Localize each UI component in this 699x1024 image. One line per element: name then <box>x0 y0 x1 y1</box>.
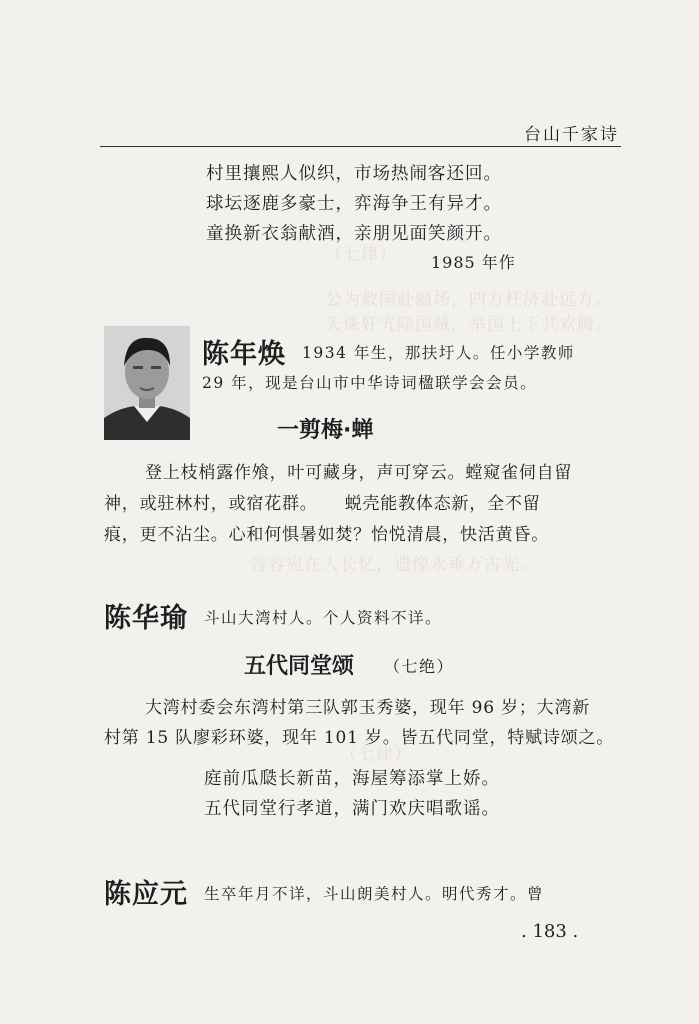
ghost-text: （七律） <box>325 245 397 265</box>
author-photo <box>104 326 190 440</box>
author-name: 陈应元 <box>104 879 188 910</box>
ghost-text: 天诛奸宄除国贼，举国上下共欢腾。 <box>325 315 613 335</box>
poem-body-line: 登上枝梢露作飧，叶可藏身，声可穿云。螳窥雀伺自留 <box>145 463 573 483</box>
poem-line: 五代同堂行孝道，满门欢庆唱歌谣。 <box>204 799 500 819</box>
poem-line: 庭前瓜瓞长新苗，海屋筹添掌上娇。 <box>204 769 500 789</box>
ghost-text: 音容宛在人长忆，遗像永垂万古光。 <box>250 555 538 575</box>
running-header: 台山千家诗 <box>524 125 619 145</box>
poem-line: 童换新衣翁献酒，亲朋见面笑颜开。 <box>206 224 502 244</box>
author-name: 陈华瑜 <box>104 603 188 634</box>
poem-line: 村里攘熙人似织，市场热闹客还回。 <box>206 164 502 184</box>
author-bio: 生卒年月不详，斗山朗美村人。明代秀才。曾 <box>204 885 545 903</box>
page-number: . 183 . <box>521 921 579 942</box>
poem-title: 一剪梅·蝉 <box>277 418 374 443</box>
author-bio: 29 年，现是台山市中华诗词楹联学会会员。 <box>202 374 538 392</box>
poem-title: 五代同堂颂 <box>244 654 355 679</box>
poem-body-line: 神，或驻林村，或宿花群。 蜕壳能教体态新，全不留 <box>104 494 541 514</box>
poem-date: 1985 年作 <box>431 253 516 272</box>
preface-line: 村第 15 队廖彩环婆，现年 101 岁。皆五代同堂，特赋诗颂之。 <box>104 728 615 748</box>
poem-body-line: 痕，更不沾尘。心和何惧暑如焚？怡悦清晨，快活黄昏。 <box>104 525 549 545</box>
ghost-text: 公为救国赴疆场，四方枉济赴远方。 <box>325 290 613 310</box>
preface-line: 大湾村委会东湾村第三队郭玉秀婆，现年 96 岁；大湾新 <box>145 698 591 718</box>
header-rule <box>100 146 621 147</box>
author-bio: 斗山大湾村人。个人资料不详。 <box>204 609 443 627</box>
poem-form: （七绝） <box>384 657 455 676</box>
author-name: 陈年焕 <box>202 339 286 370</box>
portrait-image <box>104 326 190 440</box>
poem-line: 球坛逐鹿多豪士，弈海争王有异才。 <box>206 194 502 214</box>
ghost-text: （七律） <box>340 745 412 765</box>
author-bio: 1934 年生，那扶圩人。任小学教师 <box>302 344 575 362</box>
